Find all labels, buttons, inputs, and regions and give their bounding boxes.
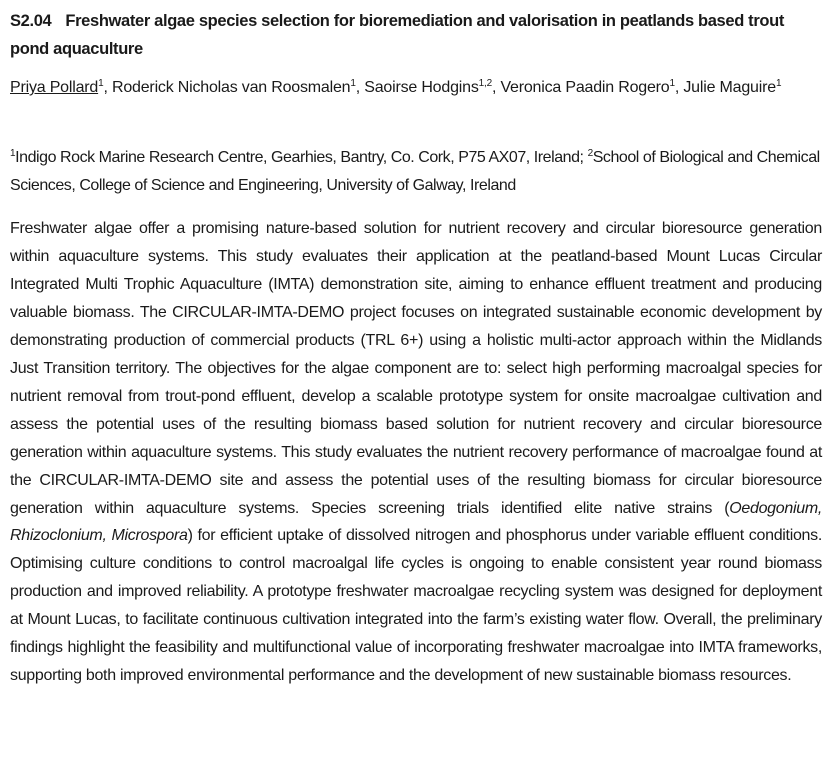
affiliation-list	[10, 144, 822, 200]
affiliation-text: School of Biological and Chemical Sciences, College of Science and Engineering, University of Galway, Ireland	[10, 149, 820, 194]
abstract-text: ) for efficient uptake of dissolved nitrogen and phosphorus under variable effluent conditions. Optimising culture conditions to control macroalgal life cycles is ongoing to enable consistent year round biomass production and improved reliability. A prototype freshwater macroalgae recycling system was designed for deployment at Mount Lucas, to facilitate continuous cultivation integrated into the farm’s existing water flow. Overall, the preliminary findings highlight the feasibility and multifunctional value of incorporating freshwater macroalgae into IMTA frameworks, supporting both improved environmental performance and the development of new sustainable biomass resources.	[10, 527, 822, 685]
author	[10, 79, 103, 96]
author	[500, 79, 674, 96]
author-affiliation-marker: 1	[669, 78, 675, 89]
author	[683, 79, 781, 96]
author-affiliation-marker: 1	[775, 78, 782, 89]
affiliation-number: 2	[587, 148, 593, 159]
separator: ,	[674, 79, 684, 96]
author-affiliation-marker: 1	[98, 78, 104, 89]
separator: ,	[355, 79, 365, 96]
author-name: Roderick Nicholas van Roosmalen	[111, 79, 351, 96]
abstract-text: Freshwater algae offer a promising nature-based solution for nutrient recovery and circular bioresource generation within aquaculture systems. This study evaluates their application at the peatland-based Mount Lucas Circular Integrated Multi Trophic Aquaculture (IMTA) demonstration site, aiming to enhance effluent treatment and producing valuable biomass. The CIRCULAR-IMTA-DEMO project focuses on integrated sustainable economic development by demonstrating production of commercial products (TRL 6+) using a holistic multi-actor approach within the Midlands Just Transition territory. The objectives for the algae component are to: select high performing macroalgal species for nutrient removal from trout-pond effluent, develop a scalable prototype system for onsite macroalgae cultivation and assess the potential uses of the resulting biomass based solution for nutrient recovery and circular bioresource generation within aquaculture systems. This study evaluates the nutrient recovery performance of macroalgae found at the CIRCULAR-IMTA-DEMO site and assess the potential uses of the resulting biomass for circular bioresource generation within aquaculture systems. Species screening trials identified elite native strains (	[10, 220, 822, 517]
author-list	[10, 74, 822, 102]
author-affiliation-marker: 1	[350, 78, 356, 89]
author	[364, 79, 492, 96]
author-name: Veronica Paadin Rogero	[500, 79, 670, 96]
separator: ,	[491, 79, 501, 96]
affiliation-number: 1	[10, 148, 16, 159]
author-affiliation-marker: 1,2	[478, 78, 492, 89]
session-code: S2.04	[10, 12, 52, 30]
abstract-body	[10, 215, 822, 690]
author-name-presenter: Priya Pollard	[10, 79, 99, 96]
species-names: Oedogonium, Rhizoclonium, Microspora	[10, 499, 822, 545]
author	[112, 79, 356, 96]
author-name: Julie Maguire	[683, 79, 776, 96]
paper-title	[10, 7, 822, 63]
affiliation-text: Indigo Rock Marine Research Centre, Gearhies, Bantry, Co. Cork, P75 AX07, Ireland;	[15, 149, 588, 166]
separator: ,	[103, 79, 112, 96]
title-text: Freshwater algae species selection for bioremediation and valorisation in peatlands based trout pond aquaculture	[10, 12, 784, 58]
author-name: Saoirse Hodgins	[364, 79, 479, 96]
